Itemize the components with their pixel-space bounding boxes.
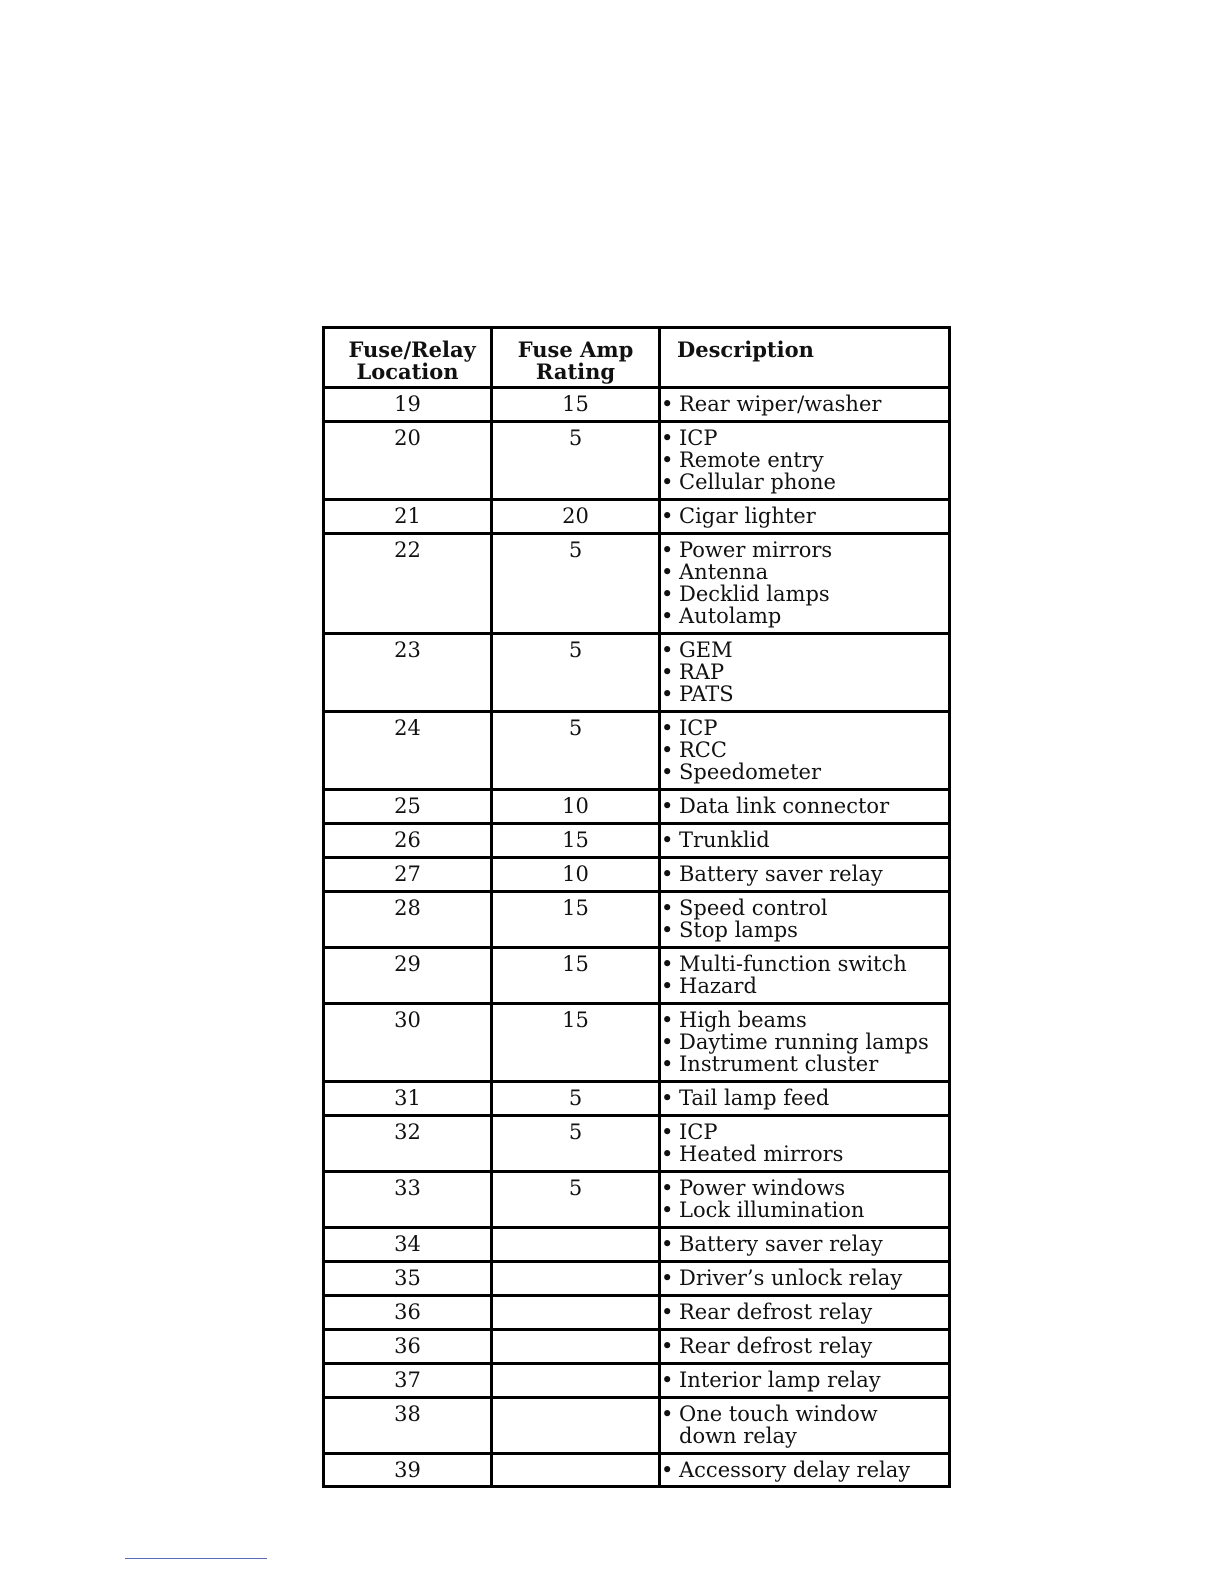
fuse-description-cell	[660, 948, 950, 1004]
description-item-text: Power mirrors	[679, 538, 833, 562]
description-item	[661, 1301, 948, 1323]
table-row	[324, 500, 950, 534]
fuse-description-cell	[660, 1004, 950, 1082]
description-item-text: Multi-function switch	[679, 952, 907, 976]
description-list	[661, 1369, 948, 1391]
description-item-text: Hazard	[679, 974, 757, 998]
fuse-location-cell: 22	[324, 534, 492, 634]
fuse-location-cell: 26	[324, 824, 492, 858]
fuse-amp-cell: 5	[492, 712, 660, 790]
fuse-description-cell	[660, 790, 950, 824]
description-item	[661, 583, 948, 605]
fuse-description-cell	[660, 500, 950, 534]
description-item-text: ICP	[679, 426, 718, 450]
fuse-location-cell: 24	[324, 712, 492, 790]
fuse-amp-cell	[492, 1364, 660, 1398]
description-item	[661, 761, 948, 783]
description-item	[661, 1403, 948, 1447]
description-item	[661, 605, 948, 627]
description-item-text: Battery saver relay	[679, 1232, 883, 1256]
fuse-description-cell	[660, 1262, 950, 1296]
table-row	[324, 1296, 950, 1330]
description-item	[661, 427, 948, 449]
fuse-description-cell	[660, 712, 950, 790]
description-list	[661, 1009, 948, 1075]
description-item	[661, 561, 948, 583]
description-list	[661, 1177, 948, 1221]
fuse-location-cell: 38	[324, 1398, 492, 1454]
description-list	[661, 427, 948, 493]
fuse-location-cell: 27	[324, 858, 492, 892]
fuse-amp-cell: 5	[492, 534, 660, 634]
description-item-text: Data link connector	[679, 794, 890, 818]
fuse-location-cell: 30	[324, 1004, 492, 1082]
fuse-description-cell	[660, 1228, 950, 1262]
table-row	[324, 1172, 950, 1228]
description-item-text: Battery saver relay	[679, 862, 883, 886]
description-item-text: ICP	[679, 1120, 718, 1144]
fuse-description-cell	[660, 1296, 950, 1330]
description-item-text: Tail lamp feed	[679, 1086, 830, 1110]
header-description	[660, 328, 950, 388]
fuse-amp-cell: 15	[492, 824, 660, 858]
fuse-description-cell	[660, 1454, 950, 1487]
fuse-amp-cell: 5	[492, 634, 660, 712]
fuse-description-cell	[660, 388, 950, 422]
fuse-description-cell	[660, 1398, 950, 1454]
description-item	[661, 661, 948, 683]
table-row	[324, 858, 950, 892]
table-row	[324, 1330, 950, 1364]
description-item-text: Driver’s unlock relay	[679, 1266, 903, 1290]
fuse-location-cell: 21	[324, 500, 492, 534]
table-row	[324, 422, 950, 500]
table-row	[324, 1364, 950, 1398]
table-row	[324, 1398, 950, 1454]
fuse-location-cell: 37	[324, 1364, 492, 1398]
description-item	[661, 1087, 948, 1109]
description-list	[661, 393, 948, 415]
table-row	[324, 1004, 950, 1082]
description-item	[661, 717, 948, 739]
table-row	[324, 634, 950, 712]
description-list	[661, 1301, 948, 1323]
description-item-text: Antenna	[679, 560, 769, 584]
fuse-description-cell	[660, 634, 950, 712]
description-item	[661, 863, 948, 885]
table-row	[324, 892, 950, 948]
table-body	[324, 388, 950, 1487]
table-row	[324, 1116, 950, 1172]
fuse-amp-cell	[492, 1454, 660, 1487]
description-item	[661, 1267, 948, 1289]
description-item-text: Power windows	[679, 1176, 846, 1200]
fuse-amp-cell: 5	[492, 422, 660, 500]
description-item	[661, 975, 948, 997]
fuse-amp-cell	[492, 1262, 660, 1296]
description-item-text: One touch window down relay	[679, 1402, 878, 1448]
description-item-text: Rear defrost relay	[679, 1334, 873, 1358]
fuse-description-cell	[660, 858, 950, 892]
fuse-description-cell	[660, 1330, 950, 1364]
table-row	[324, 948, 950, 1004]
description-item-text: Lock illumination	[679, 1198, 865, 1222]
fuse-amp-cell: 15	[492, 388, 660, 422]
fuse-location-cell: 20	[324, 422, 492, 500]
fuse-location-cell: 32	[324, 1116, 492, 1172]
description-item	[661, 1031, 948, 1053]
table-row	[324, 1262, 950, 1296]
description-item-text: High beams	[679, 1008, 807, 1032]
fuse-amp-cell: 10	[492, 790, 660, 824]
fuse-description-cell	[660, 422, 950, 500]
fuse-description-cell	[660, 824, 950, 858]
description-item-text: Cigar lighter	[679, 504, 816, 528]
description-item-text: PATS	[679, 682, 734, 706]
description-item-text: Stop lamps	[679, 918, 798, 942]
description-item-text: Speedometer	[679, 760, 822, 784]
description-item-text: Instrument cluster	[679, 1052, 879, 1076]
description-item-text: Cellular phone	[679, 470, 836, 494]
fuse-description-cell	[660, 1082, 950, 1116]
description-item-text: Decklid lamps	[679, 582, 830, 606]
description-list	[661, 717, 948, 783]
description-item-text: Rear defrost relay	[679, 1300, 873, 1324]
description-list	[661, 897, 948, 941]
description-item-text: Daytime running lamps	[679, 1030, 929, 1054]
description-item	[661, 471, 948, 493]
description-list	[661, 863, 948, 885]
description-item	[661, 829, 948, 851]
fuse-description-cell	[660, 1116, 950, 1172]
fuse-location-cell: 36	[324, 1296, 492, 1330]
description-item-text: Accessory delay relay	[679, 1458, 911, 1482]
fuse-amp-cell: 15	[492, 892, 660, 948]
description-item	[661, 1459, 948, 1481]
description-list	[661, 1403, 948, 1447]
table-row	[324, 1082, 950, 1116]
fuse-location-cell: 25	[324, 790, 492, 824]
header-description-label: Description	[677, 337, 814, 362]
fuse-amp-cell: 15	[492, 1004, 660, 1082]
description-item	[661, 683, 948, 705]
fuse-description-cell	[660, 1172, 950, 1228]
description-item-text: Heated mirrors	[679, 1142, 844, 1166]
table-row	[324, 712, 950, 790]
description-item	[661, 1177, 948, 1199]
description-list	[661, 1233, 948, 1255]
fuse-location-cell: 36	[324, 1330, 492, 1364]
description-item	[661, 1143, 948, 1165]
description-item-text: Autolamp	[679, 604, 782, 628]
fuse-location-cell: 34	[324, 1228, 492, 1262]
description-list	[661, 539, 948, 627]
description-list	[661, 1267, 948, 1289]
fuse-amp-cell	[492, 1330, 660, 1364]
header-location	[324, 328, 492, 388]
description-item-text: ICP	[679, 716, 718, 740]
description-item-text: RCC	[679, 738, 727, 762]
description-list	[661, 505, 948, 527]
description-item	[661, 1009, 948, 1031]
description-item	[661, 739, 948, 761]
fuse-amp-cell: 15	[492, 948, 660, 1004]
description-list	[661, 1121, 948, 1165]
description-item	[661, 1199, 948, 1221]
description-item	[661, 1335, 948, 1357]
fuse-amp-cell	[492, 1398, 660, 1454]
description-item	[661, 919, 948, 941]
description-item	[661, 897, 948, 919]
fuse-location-cell: 23	[324, 634, 492, 712]
fuse-amp-cell: 5	[492, 1082, 660, 1116]
fuse-location-cell: 28	[324, 892, 492, 948]
description-item	[661, 1233, 948, 1255]
fuse-location-cell: 31	[324, 1082, 492, 1116]
header-amp-label: Fuse Amp Rating	[517, 337, 634, 384]
fuse-location-cell: 29	[324, 948, 492, 1004]
fuse-amp-cell: 5	[492, 1116, 660, 1172]
description-list	[661, 1459, 948, 1481]
description-item-text: Rear wiper/washer	[679, 392, 882, 416]
description-item	[661, 505, 948, 527]
description-item-text: RAP	[679, 660, 725, 684]
fuse-location-cell: 39	[324, 1454, 492, 1487]
fuse-description-cell	[660, 1364, 950, 1398]
table-row	[324, 1228, 950, 1262]
table-row	[324, 388, 950, 422]
fuse-amp-cell	[492, 1296, 660, 1330]
fuse-amp-cell	[492, 1228, 660, 1262]
description-item	[661, 639, 948, 661]
description-item	[661, 539, 948, 561]
fuse-description-cell	[660, 892, 950, 948]
description-list	[661, 829, 948, 851]
header-location-label: Fuse/Relay Location	[348, 337, 476, 384]
description-item	[661, 1121, 948, 1143]
fuse-location-cell: 33	[324, 1172, 492, 1228]
description-item	[661, 795, 948, 817]
fuse-amp-cell: 5	[492, 1172, 660, 1228]
description-item	[661, 393, 948, 415]
fuse-location-cell: 19	[324, 388, 492, 422]
description-list	[661, 639, 948, 705]
table-header-row	[324, 328, 950, 388]
description-list	[661, 1335, 948, 1357]
fuse-description-cell	[660, 534, 950, 634]
description-item	[661, 1369, 948, 1391]
description-list	[661, 795, 948, 817]
table-row	[324, 1454, 950, 1487]
fuse-location-cell: 35	[324, 1262, 492, 1296]
description-item	[661, 1053, 948, 1075]
description-list	[661, 953, 948, 997]
description-item-text: Interior lamp relay	[679, 1368, 881, 1392]
table-row	[324, 790, 950, 824]
description-item	[661, 953, 948, 975]
description-item	[661, 449, 948, 471]
description-item-text: GEM	[679, 638, 733, 662]
fuse-amp-cell: 10	[492, 858, 660, 892]
header-amp-rating	[492, 328, 660, 388]
fuse-amp-cell: 20	[492, 500, 660, 534]
table-row	[324, 824, 950, 858]
footnote-divider	[125, 1558, 267, 1559]
fuse-relay-table	[322, 326, 951, 1488]
description-list	[661, 1087, 948, 1109]
description-item-text: Speed control	[679, 896, 828, 920]
description-item-text: Remote entry	[679, 448, 824, 472]
table-row	[324, 534, 950, 634]
description-item-text: Trunklid	[679, 828, 770, 852]
